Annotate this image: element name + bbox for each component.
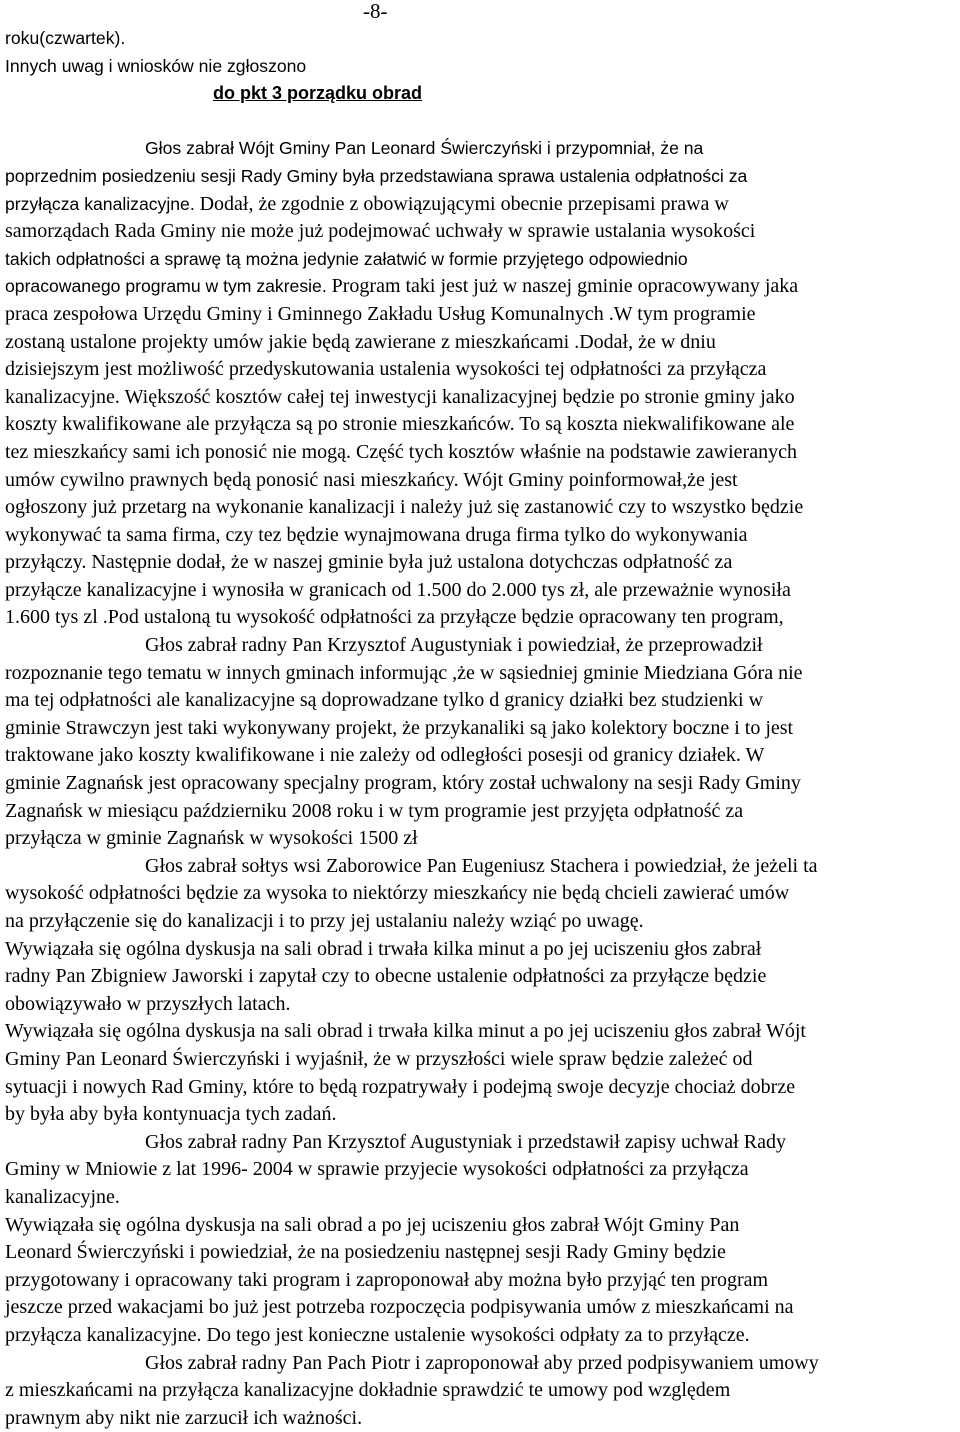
text-line — [5, 1239, 955, 1267]
text-line — [5, 1018, 955, 1046]
text-line — [5, 329, 955, 357]
text-line — [5, 1129, 955, 1157]
text-line — [5, 301, 955, 329]
text-segment: Wywiązała się ogólna dyskusja na sali obrad i trwała kilka minut a po jej uciszeniu głos zabrał — [5, 937, 762, 960]
text-segment: wykonywać ta sama firma, czy tez będzie wynajmowana druga firma tylko do wykonywania — [5, 523, 748, 546]
text-line — [5, 1294, 955, 1322]
text-line — [5, 1156, 955, 1184]
text-segment: przyłącze kanalizacyjne i wynosiła w granicach od 1.500 do 2.000 tys zł, ale przeważnie wynosiła — [5, 578, 791, 601]
text-line — [5, 108, 955, 136]
text-segment: umów cywilno prawnych będą ponosić nasi mieszkańcy. Wójt Gminy poinformował,że jest — [5, 468, 738, 491]
text-segment: Głos zabrał sołtys wsi Zaborowice Pan Eugeniusz Stachera i powiedział, że jeżeli ta — [145, 854, 818, 877]
text-line — [5, 632, 955, 660]
text-line — [5, 1212, 955, 1240]
text-segment: przyłącza kanalizacyjne. Do tego jest konieczne ustalenie wysokości odpłaty za to przyłącze. — [5, 1323, 750, 1346]
text-segment: przyłącza kanalizacyjne. — [5, 193, 200, 214]
text-segment: sytuacji i nowych Rad Gminy, które to będą rozpatrywały i podejmą swoje decyzje chociaż dobrze — [5, 1075, 796, 1098]
text-segment: rozpoznanie tego tematu w innych gminach informując ,że w sąsiedniej gminie Miedziana Góra nie — [5, 661, 803, 684]
text-line — [5, 273, 955, 301]
text-line — [5, 742, 955, 770]
text-segment: jeszcze przed wakacjami bo już jest potrzeba rozpoczęcia podpisywania umów z mieszkańcami na — [5, 1296, 794, 1319]
text-segment: poprzednim posiedzeniu sesji Rady Gminy była przedstawiana sprawa ustalenia odpłatności za — [5, 165, 748, 186]
text-segment: Głos zabrał radny Pan Krzysztof Augustyniak i powiedział, że przeprowadził — [145, 634, 763, 657]
text-segment: Leonard Świerczyński i powiedział, że na posiedzeniu następnej sesji Rady Gminy będzie — [5, 1241, 726, 1264]
text-line — [5, 494, 955, 522]
text-line — [5, 384, 955, 412]
text-line — [5, 549, 955, 577]
text-line — [5, 1350, 955, 1378]
text-line — [5, 522, 955, 550]
text-segment: wysokość odpłatności będzie za wysoka to niektórzy mieszkańcy nie będą chcieli zawierać umów — [5, 882, 790, 905]
text-segment: dzisiejszym jest możliwość przedyskutowania ustalenia wysokości tej odpłatności za przyłącza — [5, 358, 767, 381]
document-body — [5, 25, 955, 1432]
text-line — [5, 411, 955, 439]
text-segment: Głos zabrał radny Pan Krzysztof Augustyniak i przedstawił zapisy uchwał Rady — [145, 1130, 786, 1153]
text-segment: Innych uwag i wniosków nie zgłoszono — [5, 55, 307, 76]
text-line — [5, 1101, 955, 1129]
text-line — [5, 191, 955, 219]
text-line — [5, 825, 955, 853]
text-segment: roku(czwartek). — [5, 28, 126, 48]
text-segment: 1.600 tys zl .Pod ustaloną tu wysokość odpłatności za przyłącze będzie opracowany ten program, — [5, 606, 784, 629]
text-line — [5, 1267, 955, 1295]
text-line — [5, 467, 955, 495]
text-segment: do pkt 3 porządku obrad — [213, 83, 423, 104]
text-segment: gminie Zagnańsk jest opracowany specjalny program, który został uchwalony na sesji Rady Gminy — [5, 772, 801, 795]
text-segment: Głos zabrał Wójt Gminy Pan Leonard Świerczyński i przypomniał, że na — [145, 138, 704, 159]
text-line — [5, 1184, 955, 1212]
text-segment: Wywiązała się ogólna dyskusja na sali obrad a po jej uciszeniu głos zabrał Wójt Gminy Pan — [5, 1213, 740, 1236]
text-line — [5, 798, 955, 826]
text-segment: Gminy w Mniowie z lat 1996- 2004 w sprawie przyjecie wysokości odpłatności za przyłącza — [5, 1158, 749, 1181]
text-segment: tez mieszkańcy sami ich ponosić nie mogą. Część tych kosztów właśnie na podstawie zawieranych — [5, 440, 797, 463]
text-line — [5, 218, 955, 246]
section-heading — [5, 80, 955, 108]
text-line — [5, 853, 955, 881]
text-line — [5, 660, 955, 688]
text-line — [5, 991, 955, 1019]
text-line — [5, 135, 955, 163]
text-segment: Program taki jest już w naszej gminie opracowywany jaka — [331, 275, 799, 298]
text-segment: przyłącza w gminie Zagnańsk w wysokości 1500 zł — [5, 827, 418, 850]
text-segment: opracowanego programu w tym zakresie. — [5, 276, 332, 297]
text-line — [5, 687, 955, 715]
text-segment: Wywiązała się ogólna dyskusja na sali obrad i trwała kilka minut a po jej uciszeniu głos zabrał Wójt — [5, 1020, 806, 1043]
text-line — [5, 936, 955, 964]
text-segment: praca zespołowa Urzędu Gminy i Gminnego Zakładu Usług Komunalnych .W tym programie — [5, 302, 756, 325]
text-segment: przygotowany i opracowany taki program i zaproponował aby można było przyjąć ten program — [5, 1268, 769, 1291]
text-segment: takich odpłatności a sprawę tą można jedynie załatwić w formie przyjętego odpowiednio — [5, 248, 688, 269]
text-line — [5, 880, 955, 908]
text-line — [5, 604, 955, 632]
text-line — [5, 1377, 955, 1405]
text-segment: traktowane jako koszty kwalifikowane i nie zależy od odległości posesji od granicy działek. W — [5, 744, 765, 767]
text-line — [5, 356, 955, 384]
text-segment: zostaną ustalone projekty umów jakie będą zawierane z mieszkańcami .Dodał, że w dniu — [5, 330, 716, 353]
text-segment: na przyłączenie się do kanalizacji i to przy jej ustalaniu należy wziąć po uwagę. — [5, 910, 644, 932]
text-line — [5, 1074, 955, 1102]
text-line — [5, 908, 955, 936]
text-segment: koszty kwalifikowane ale przyłącza są po stronie mieszkańców. To są koszta niekwalifikowane ale — [5, 413, 795, 436]
text-line — [5, 246, 955, 274]
text-line — [5, 1046, 955, 1074]
text-segment: Głos zabrał radny Pan Pach Piotr i zaproponował aby przed podpisywaniem umowy — [145, 1351, 819, 1374]
text-segment: ma tej odpłatności ale kanalizacyjne są doprowadzane tylko d granicy działki bez studzienki w — [5, 689, 764, 712]
text-segment: Gminy Pan Leonard Świerczyński i wyjaśnił, że w przyszłości wiele spraw będzie zależeć od — [5, 1047, 753, 1070]
text-segment: przyłączy. Następnie dodał, że w naszej gminie była już ustalona dotychczas odpłatność za — [5, 551, 733, 574]
text-line — [5, 715, 955, 743]
text-line — [5, 53, 955, 81]
text-line — [5, 1322, 955, 1350]
text-segment: z mieszkańcami na przyłącza kanalizacyjne dokładnie sprawdzić te umowy pod względem — [5, 1379, 731, 1402]
text-segment: by była aby była kontynuacja tych zadań. — [5, 1103, 337, 1126]
text-line — [5, 163, 955, 191]
text-segment: ogłoszony już przetarg na wykonanie kanalizacji i należy już się zastanowić czy to wszystko będzie — [5, 496, 804, 519]
text-segment: kanalizacyjne. — [5, 1185, 120, 1208]
text-line — [5, 1405, 955, 1432]
text-segment: gminie Strawczyn jest taki wykonywany projekt, że przykanaliki są jako kolektory boczne i to jest — [5, 716, 794, 739]
page-number: -8- — [363, 0, 388, 23]
text-line — [5, 963, 955, 991]
text-segment: kanalizacyjne. Większość kosztów całej tej inwestycji kanalizacyjnej będzie po stronie gminy jako — [5, 385, 795, 408]
text-line — [5, 577, 955, 605]
text-segment: prawnym aby nikt nie zarzucił ich ważności. — [5, 1406, 363, 1429]
text-line — [5, 439, 955, 467]
text-segment: samorządach Rada Gminy nie może już podejmować uchwały w sprawie ustalania wysokości — [5, 220, 756, 243]
text-segment: Dodał, że zgodnie z obowiązującymi obecnie przepisami prawa w — [199, 192, 729, 215]
text-segment: Zagnańsk w miesiącu październiku 2008 roku i w tym programie jest przyjęta odpłatność za — [5, 799, 744, 822]
text-line — [5, 770, 955, 798]
text-segment: radny Pan Zbigniew Jaworski i zapytał czy to obecne ustalenie odpłatności za przyłącze będzie — [5, 965, 767, 988]
text-line — [5, 25, 955, 53]
text-segment: obowiązywało w przyszłych latach. — [5, 992, 291, 1015]
